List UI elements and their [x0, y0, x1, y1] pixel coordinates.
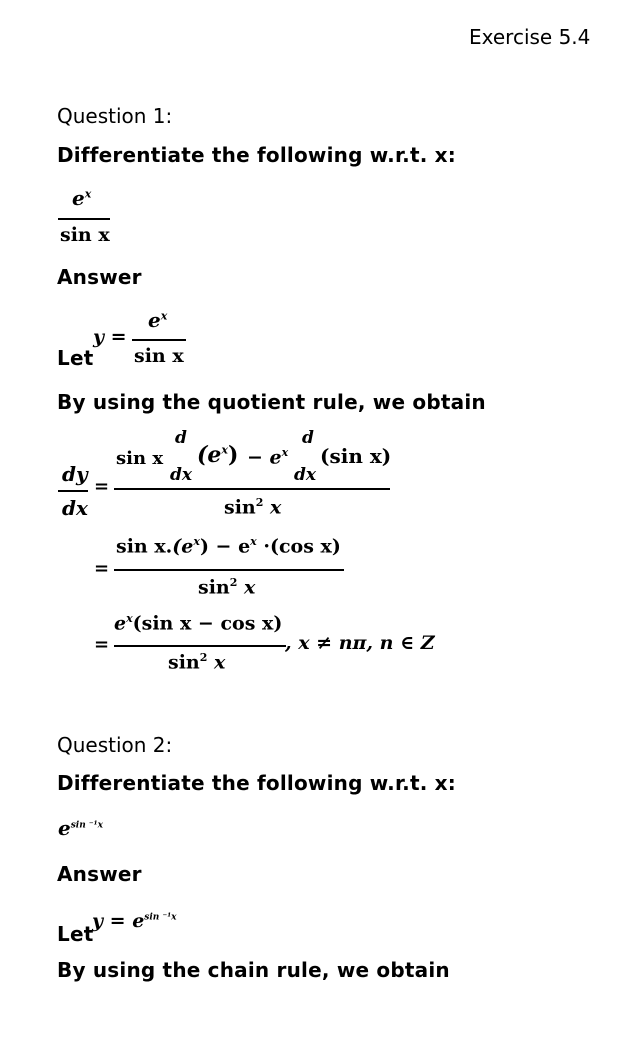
- q1-let-lhs: y =: [93, 326, 127, 348]
- q1-step3-condition: , x ≠ nπ, n ∈ Z: [285, 632, 435, 654]
- question-1-prompt: Differentiate the following w.r.t. x:: [57, 143, 456, 167]
- q1-step1-sinx-paren: (sin x): [320, 444, 392, 468]
- q1-step1-dx2: dx: [294, 465, 317, 485]
- q1-let-numerator: $e^x$: [148, 308, 168, 332]
- q1-step1-fraction-bar: [114, 488, 390, 490]
- q1-step1-dx: dx: [170, 465, 193, 485]
- q1-step1-d: d: [175, 428, 187, 448]
- q1-step2-equals: =: [94, 558, 110, 579]
- q1-expression-fraction-bar: [58, 218, 110, 220]
- q1-dx: dx: [62, 496, 88, 520]
- q1-answer-label: Answer: [57, 265, 142, 289]
- q1-let-denominator: sin x: [134, 345, 184, 367]
- q1-step3-equals: =: [94, 634, 110, 655]
- q2-answer-label: Answer: [57, 862, 142, 886]
- q2-let-expression: $y = e^{sin ^{-1}x}$: [92, 910, 177, 932]
- q1-step3-numerator: $e^x(\sin$ x − cos x): [114, 612, 283, 635]
- q1-step1-ex-term: $(e^x)$: [197, 442, 239, 468]
- q1-step1-minus-e: − $e^x$: [247, 446, 289, 469]
- q1-step2-fraction-bar: [114, 569, 344, 571]
- question-2-title: Question 2:: [57, 733, 173, 757]
- q1-expression-denominator: sin x: [60, 224, 110, 246]
- q1-step1-denominator: $\sin^2 x$: [224, 496, 282, 519]
- q2-chain-rule-text: By using the chain rule, we obtain: [57, 958, 450, 982]
- q1-step1-equals: =: [94, 476, 110, 497]
- q1-step3-denominator: $\sin^2 x$: [168, 651, 226, 674]
- q1-step1-sinx: sin x: [116, 448, 164, 469]
- q1-step1-d2: d: [302, 428, 314, 448]
- q1-step2-numerator: $\sin x.(e^x) - e^x \cdot(\cos$ x): [116, 535, 341, 558]
- question-1-title: Question 1:: [57, 104, 173, 128]
- q1-step3-fraction-bar: [114, 645, 286, 647]
- q1-dy: dy: [62, 462, 88, 486]
- q2-let-label: Let: [57, 922, 94, 946]
- question-2-prompt: Differentiate the following w.r.t. x:: [57, 771, 456, 795]
- q1-quotient-rule-text: By using the quotient rule, we obtain: [57, 390, 486, 414]
- q1-dydx-bar: [58, 490, 88, 492]
- q1-expression-numerator: $e^x$: [72, 186, 92, 210]
- q1-let-label: Let: [57, 346, 94, 370]
- q2-expression: $e^{sin ^{-1}x}$: [58, 816, 103, 840]
- q1-let-fraction-bar: [132, 339, 186, 341]
- exercise-title: Exercise 5.4: [469, 25, 591, 49]
- q1-step2-denominator: $\sin^2 x$: [198, 576, 256, 599]
